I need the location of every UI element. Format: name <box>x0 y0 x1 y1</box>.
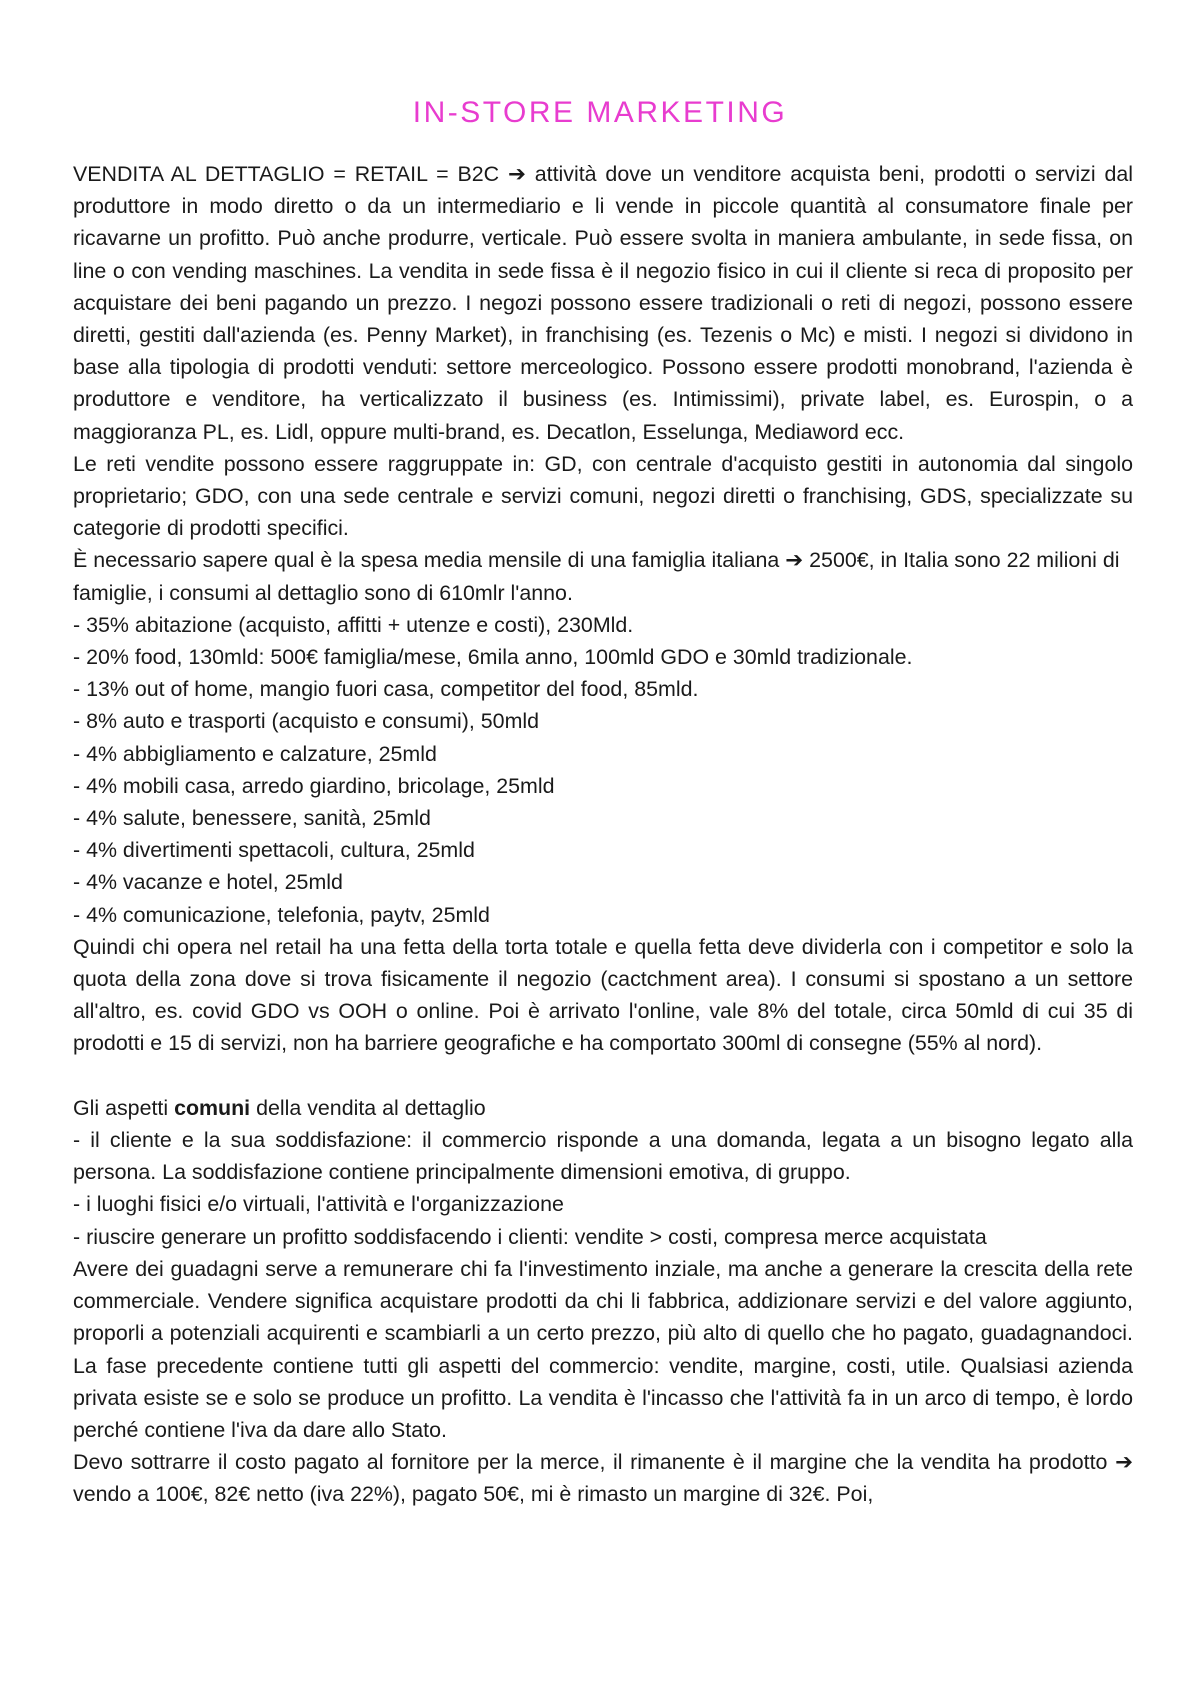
spesa-before: È necessario sapere qual è la spesa media mensile di una famiglia italiana <box>73 548 780 573</box>
aspetti-bold: comuni <box>174 1095 251 1120</box>
spesa-after: 2500€, in Italia sono 22 milioni di famiglie, i consumi al dettaglio sono di 610mlr l'anno. <box>73 548 1120 605</box>
paragraph-spacer <box>73 1060 1133 1092</box>
arrow-right-icon: ➔ <box>507 162 526 186</box>
list-item: - 8% auto e trasporti (acquisto e consumi), 50mld <box>73 709 540 734</box>
list-item: - 4% mobili casa, arredo giardino, bricolage, 25mld <box>73 773 555 798</box>
page-title: IN-STORE MARKETING <box>412 96 788 129</box>
arrow-right-icon: ➔ <box>785 548 804 573</box>
list-item: - i luoghi fisici e/o virtuali, l'attività e l'organizzazione <box>73 1192 564 1217</box>
reti-paragraph: Le reti vendite possono essere raggruppate in: GD, con centrale d'acquisto gestiti in autonomia dal singolo proprietario; GDO, con una sede centrale e servizi comuni, negozi diretti o franchising, GDS, specializzate su categorie di prodotti specifici. <box>73 451 1133 541</box>
list-item: - 35% abitazione (acquisto, affitti + utenze e costi), 230Mld. <box>73 612 634 637</box>
list-item: - 4% abbigliamento e calzature, 25mld <box>73 741 437 766</box>
margine-paragraph <box>73 1446 1133 1510</box>
list-item: - riuscire generare un profitto soddisfacendo i clienti: vendite > costi, compresa merce acquistata <box>73 1224 987 1249</box>
list-item: - 20% food, 130mld: 500€ famiglia/mese, 6mila anno, 100mld GDO e 30mld tradizionale. <box>73 645 913 670</box>
margine-after: vendo a 100€, 82€ netto (iva 22%), pagato 50€, mi è rimasto un margine di 32€. Poi, <box>73 1482 874 1507</box>
intro-lead: VENDITA AL DETTAGLIO = RETAIL = B2C <box>73 162 500 186</box>
list-item: - il cliente e la sua soddisfazione: il commercio risponde a una domanda, legata a un bisogno legato alla persona. La soddisfazione contiene principalmente dimensioni emotiva, di gruppo. <box>73 1128 1133 1185</box>
quindi-paragraph: Quindi chi opera nel retail ha una fetta della torta totale e quella fetta deve dividerla con i competitor e solo la quota della zona dove si trova fisicamente il negozio (cactchment area). I consumi si spostano a un settore all'altro, es. covid GDO vs OOH o online. Poi è arrivato l'online, vale 8% del totale, circa 50mld di cui 35 di prodotti e 15 di servizi, non ha barriere geografiche e ha comportato 300ml di consegne (55% al nord). <box>73 934 1133 1056</box>
list-item: - 4% vacanze e hotel, 25mld <box>73 870 343 895</box>
guadagni-paragraph: Avere dei guadagni serve a remunerare chi fa l'investimento inziale, ma anche a generare la crescita della rete commerciale. Vendere significa acquistare prodotti da chi li fabbrica, addizionare servizi e del valore aggiunto, proporli a potenziali acquirenti e scambiarli a un certo prezzo, più alto di quello che ho pagato, guadagnandoci. La fase precedente contiene tutti gli aspetti del commercio: vendite, margine, costi, utile. Qualsiasi azienda privata esiste se e solo se produce un profitto. La vendita è l'incasso che l'attività fa in un arco di tempo, è lordo perché contiene l'iva da dare allo Stato. <box>73 1256 1133 1442</box>
arrow-right-icon: ➔ <box>1115 1450 1133 1475</box>
list-item: - 4% comunicazione, telefonia, paytv, 25mld <box>73 902 490 927</box>
margine-before: Devo sottrarre il costo pagato al fornitore per la merce, il rimanente è il margine che la vendita ha prodotto <box>73 1450 1108 1475</box>
document-body <box>73 158 1133 1511</box>
intro-paragraph <box>73 158 1133 448</box>
spesa-paragraph <box>73 544 1133 608</box>
list-item: - 4% salute, benessere, sanità, 25mld <box>73 806 431 831</box>
list-item: - 13% out of home, mangio fuori casa, competitor del food, 85mld. <box>73 677 699 702</box>
list-item: - 4% divertimenti spettacoli, cultura, 25mld <box>73 838 475 863</box>
aspetti-heading <box>73 1092 1133 1124</box>
aspetti-before: Gli aspetti <box>73 1095 169 1120</box>
intro-body: attività dove un venditore acquista beni, prodotti o servizi dal produttore in modo diretto o da un intermediario e li vende in piccole quantità al consumatore finale per ricavarne un profitto. Può anche produrre, verticale. Può essere svolta in maniera ambulante, in sede fissa, on line o con vending maschines. La vendita in sede fissa è il negozio fisico in cui il cliente si reca di proposito per acquistare dei beni pagando un prezzo. I negozi possono essere tradizionali o reti di negozi, possono essere diretti, gestiti dall'azienda (es. Penny Market), in franchising (es. Tezenis o Mc) e misti. I negozi si dividono in base alla tipologia di prodotti venduti: settore merceologico. Possono essere prodotti monobrand, l'azienda è produttore e venditore, ha verticalizzato il business (es. Intimissimi), private label, es. Eurospin, o a maggioranza PL, es. Lidl, oppure multi-brand, es. Decatlon, Esselunga, Mediaword ecc. <box>73 162 1133 444</box>
aspetti-after: della vendita al dettaglio <box>256 1095 486 1120</box>
